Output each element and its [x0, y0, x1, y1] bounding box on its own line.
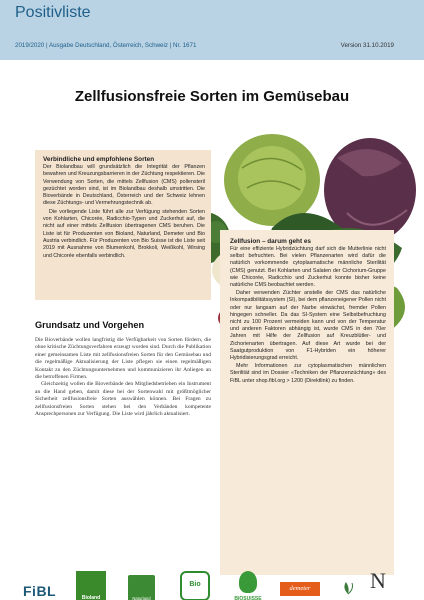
- document-series-title: Positivliste: [15, 4, 91, 21]
- header-band: [0, 0, 424, 60]
- bio-logo: Bio: [180, 571, 210, 600]
- version-label: Version 31.10.2019: [340, 42, 394, 49]
- info-box-paragraph: Für eine effiziente Hybridzüchtung darf sich die Mutterlinie nicht selbst befruchten. Bei vielen Pflanzenarten wird dafür die natürlich vorkommende cytoplasmatische männliche Sterilität (CMS) genutzt. Bei Kohlarten und Salaten der Cichorium-Gruppe wie Chicorée, Radicchio und Zuckerhut konnte bisher keine natürliche CMS beobachtet werden.: [230, 246, 386, 289]
- bioland-logo: Bioland: [76, 571, 106, 600]
- n-logo: N: [370, 568, 386, 593]
- info-box-paragraph: Der Biolandbau will grundsätzlich die Integrität der Pflanzen bewahren und Kreuzungsbarrieren in der Züchtung respektieren. Die Verwendung von Sorten, die mittels Zellfusion (CMS) pollensteril gezüchtet worden sind, ist im Biolandbau deshalb umstritten. Die Bioverbände in Deutschland, Österreich und der Schweiz lehnen diese Züchtungs- und Vermehrungstechnik ab.: [43, 164, 205, 207]
- info-box-varieties: [35, 150, 211, 300]
- info-box-paragraph: Daher verwenden Züchter anstelle der CMS das natürliche Inkompatibilitätssystem (SI), bei dem pflanzeneigener Pollen nicht oder nur langsam auf der Narbe einwächst, fremder Pollen hingegen schneller. Da das SI-System eine Selbstbefruchtung nicht zu 100 Prozent vermeiden kann und von der Temperatur und anderen Faktoren abhängig ist, wurde CMS in den 70er Jahren mit Hilfe der Zellfusion auf Kreuzblütler- und Zichorienarten übertragen. Auf diese Art wurde bei der Saatgutproduktion von F1-Hybriden ein höherer Hybridisierungsgrad erreicht.: [230, 290, 386, 362]
- info-box-cell-fusion: [220, 230, 394, 575]
- demeter-logo: demeter: [280, 582, 320, 596]
- section-body: [35, 337, 211, 418]
- naturland-logo: Naturland: [128, 575, 155, 600]
- info-box-paragraph: Mehr Informationen zur cytoplasmatischen männlichen Sterilität sind im Dossier «Techniken der Pflanzenzüchtung» des FiBL unter shop.fibl.org > 1200 (Direktlink) zu finden.: [230, 363, 386, 384]
- body-paragraph: Gleichzeitig wollen die Bioverbände den Mitgliedsbetrieben ein Instrument an die Hand geben, damit diese bei der Sortenwahl mit größtmöglicher Sicherheit zellfusionsfreie Sorten auswählen können. Bei Fragen zu zellfusionsfreien Sorten stehen bei den Verbänden kompetente Ansprechpersonen zur Verfügung. Die Liste wird jährlich aktualisiert.: [35, 381, 211, 418]
- info-box-heading: Verbindliche und empfohlene Sorten: [43, 156, 155, 163]
- fibl-logo: FiBL: [23, 583, 57, 599]
- info-box-paragraph: Die vorliegende Liste führt alle zur Verfügung stehenden Sorten von Kohlarten, Chicorée, Radicchio-Typen und Zuckerhut auf, die nicht auf einer mittels Zellfusion übertragenen CMS beruhen. Die Liste ist für Produzenten von Bioland, Naturland, Demeter und Bio Austria verbindlich. Für Produzenten von Bio Suisse ist die Liste seit 2019 mit Ausnahme von Blumenkohl, Brokkoli, Weißkohl, Wirsing und Chicorée ebenfalls verbindlich.: [43, 208, 205, 259]
- biosuisse-logo: BIOSUISSE: [232, 571, 264, 600]
- page-title: Zellfusionsfreie Sorten im Gemüsebau: [74, 88, 350, 105]
- info-box-heading: Zellfusion – darum geht es: [230, 238, 311, 245]
- edition-info: 2019/2020 | Ausgabe Deutschland, Österreich, Schweiz | Nr. 1671: [15, 42, 197, 49]
- section-title: Grundsatz und Vorgehen: [35, 320, 145, 330]
- seed-breeding-logo: [338, 580, 358, 596]
- body-paragraph: Die Bioverbände wollen langfristig die Verfügbarkeit von Sorten fördern, die ohne kritische Züchtungsverfahren erzeugt worden sind. Durch die Publikation einer gemeinsamen Liste mit zellfusionsfreien Sorten für den Gemüsebau und die regelmäßige Aktualisierung der Liste pflegen sie einen regelmäßigen Kontakt zu den Züchtungsunternehmen und kommunizieren ihr Anliegen an die betroffenen Firmen.: [35, 337, 211, 381]
